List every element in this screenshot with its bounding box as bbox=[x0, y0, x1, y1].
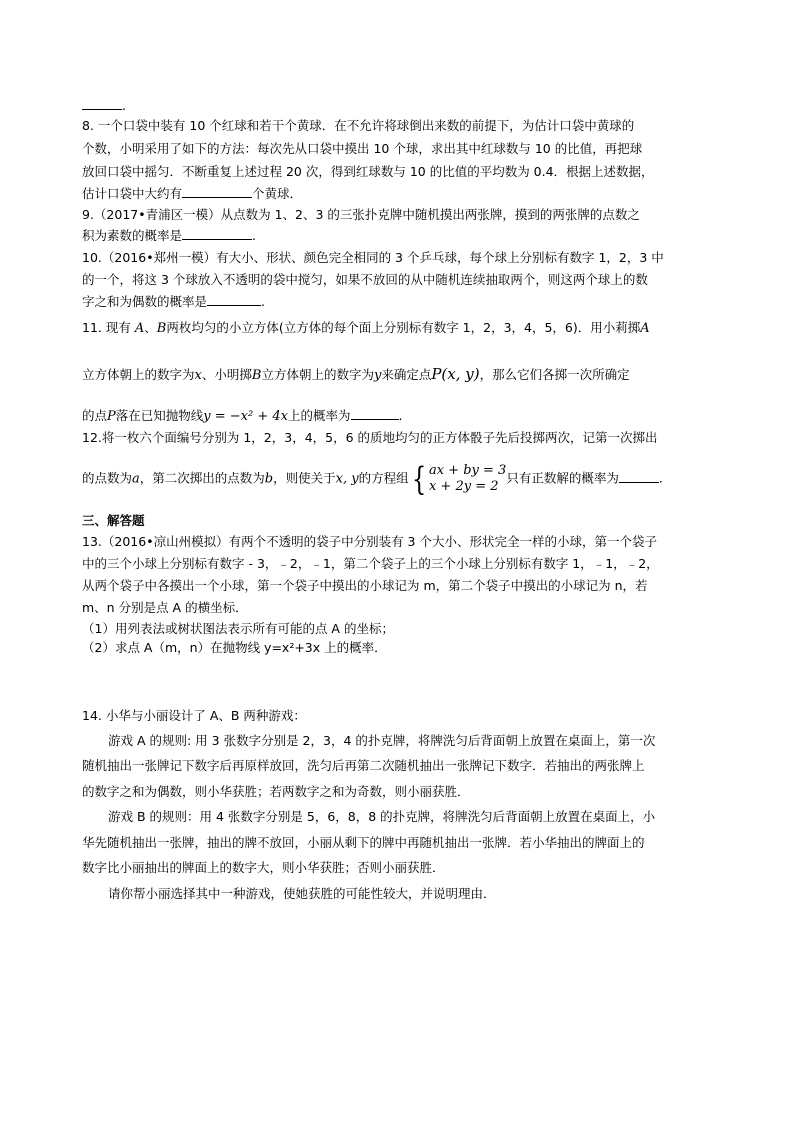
equation-brace: { bbox=[411, 460, 426, 498]
q13-line4: m、n 分别是点 A 的横坐标． bbox=[82, 600, 248, 615]
q14-line8: 请你帮小丽选择其中一种游戏，使她获胜的可能性较大，并说明理由． bbox=[108, 886, 496, 901]
q11-line1: 11. 现有 A、B两枚均匀的小立方体(立方体的每个面上分别标有数字 1，2，3，4，5，6)．用小莉掷A bbox=[82, 320, 650, 336]
q14-line4: 的数字之和为偶数，则小华获胜；若两数字之和为奇数，则小丽获胜． bbox=[82, 784, 470, 799]
q14-line6: 华先随机抽出一张牌，抽出的牌不放回，小丽从剩下的牌中再随机抽出一张牌．若小华抽出的牌面上的 bbox=[82, 835, 645, 850]
q8-line3: 放回口袋中摇匀．不断重复上述过程 20 次，得到红球数与 10 的比值的平均数为 0.4．根据上述数据， bbox=[82, 164, 654, 179]
q14-line7: 数字比小丽抽出的牌面上的数字大，则小华获胜；否则小丽获胜． bbox=[82, 860, 445, 875]
q11-line2: 立方体朝上的数字为x、小明掷B立方体朝上的数字为y来确定点P(x, y)，那么它们各掷一次所确定 bbox=[82, 365, 630, 383]
q14-line1: 14. 小华与小丽设计了 A、B 两种游戏： bbox=[82, 708, 306, 723]
answer-blank bbox=[182, 228, 252, 240]
q11-line3: 的点P落在已知抛物线y = −x² + 4x上的概率为 . bbox=[82, 408, 403, 424]
q13-line3: 从两个袋子中各摸出一个小球，第一个袋子中摸出的小球记为 m，第二个袋子中摸出的小球记为 n，若 bbox=[82, 578, 648, 593]
equation-system: ax + by = 3 x + 2y = 2 bbox=[428, 463, 507, 494]
q9-line2: 积为素数的概率是 . bbox=[82, 228, 256, 243]
q12-line2: 的点数为a，第二次掷出的点数为b，则使关于x, y的方程组{ ax + by = 3 x + 2y = 2只有正数解的概率为 . bbox=[82, 460, 663, 498]
q14-line2: 游戏 A 的规则: 用 3 张数字分别是 2，3，4 的扑克牌，将牌洗匀后背面朝上放置在桌面上，第一次 bbox=[108, 733, 656, 748]
section-heading: 三、解答题 bbox=[82, 513, 145, 528]
q9-line1: 9.（2017•青浦区一模）从点数为 1、2、3 的三张扑克牌中随机摸出两张牌，摸到的两张牌的点数之 bbox=[82, 207, 640, 222]
q12-line1: 12.将一枚六个面编号分别为 1，2，3，4，5，6 的质地均匀的正方体骰子先后投掷两次，记第一次掷出 bbox=[82, 430, 658, 445]
answer-blank bbox=[82, 98, 122, 110]
q8-line2: 个数，小明采用了如下的方法：每次先从口袋中摸出 10 个球，求出其中红球数与 10 的比值，再把球 bbox=[82, 141, 643, 156]
q14-line5: 游戏 B 的规则：用 4 张数字分别是 5，6，8，8 的扑克牌，将牌洗匀后背面朝上放置在桌面上，小 bbox=[108, 809, 656, 824]
answer-blank bbox=[182, 186, 252, 198]
q14-line3: 随机抽出一张牌记下数字后再原样放回，洗匀后再第二次随机抽出一张牌记下数字．若抽出的两张牌上 bbox=[82, 758, 645, 773]
q10-line1: 10.（2016•郑州一模）有大小、形状、颜色完全相同的 3 个乒乓球，每个球上分别标有数字 1，2，3 中 bbox=[82, 250, 664, 265]
q10-line2: 的一个，将这 3 个球放入不透明的袋中搅匀，如果不放回的从中随机连续抽取两个，则这两个球上的数 bbox=[82, 272, 648, 287]
q8-line1: 8. 一个口袋中装有 10 个红球和若干个黄球．在不允许将球倒出来数的前提下，为估计口袋中黄球的 bbox=[82, 118, 635, 133]
answer-blank bbox=[619, 471, 659, 483]
q10-line3: 字之和为偶数的概率是 . bbox=[82, 294, 265, 309]
q13-line2: 中的三个小球上分别标有数字 - 3，﹣2，﹣1，第二个袋子上的三个小球上分别标有数字 1，﹣1，﹣2， bbox=[82, 556, 659, 571]
q8-line4: 估计口袋中大约有 个黄球． bbox=[82, 186, 303, 201]
answer-line-prev: . bbox=[82, 98, 126, 114]
q13-line6: （2）求点 A（m，n）在抛物线 y=x²+3x 上的概率． bbox=[82, 640, 387, 655]
answer-blank bbox=[207, 294, 261, 306]
q13-line1: 13.（2016•凉山州模拟）有两个不透明的袋子中分别装有 3 个大小、形状完全一样的小球，第一个袋子 bbox=[82, 534, 657, 549]
q13-line5: （1）用列表法或树状图法表示所有可能的点 A 的坐标； bbox=[82, 621, 394, 636]
answer-blank bbox=[351, 408, 399, 420]
